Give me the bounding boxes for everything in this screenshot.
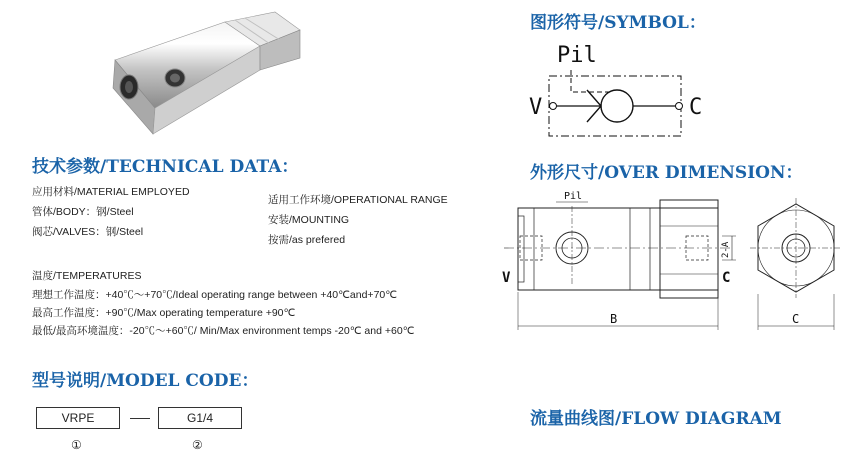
symbol-heading: 图形符号/SYMBOL：: [530, 13, 706, 33]
tech-temp-max: 最高工作温度：+90℃/Max operating temperature +90℃: [32, 307, 296, 319]
valve-product-photo: [95, 8, 315, 143]
symbol-v-label: V: [529, 95, 543, 120]
tech-mounting-line: 安装/MOUNTING: [268, 214, 350, 226]
tech-asprefered-line: 按需/as prefered: [268, 234, 346, 246]
symbol-c-label: C: [689, 95, 703, 120]
tech-valves-line: 阀芯/VALVES：钢/Steel: [32, 226, 144, 238]
tech-body-line: 管体/BODY：钢/Steel: [32, 206, 134, 218]
model-heading: 型号说明/MODEL CODE：: [32, 371, 259, 391]
dim-2a-label: 2-A: [721, 241, 731, 258]
technical-heading: 技术参数/TECHNICAL DATA：: [32, 157, 299, 177]
dimension-drawing: [500, 186, 850, 336]
symbol-pil-label: Pil: [557, 43, 597, 68]
tech-temp-title: 温度/TEMPERATURES: [32, 270, 142, 282]
dim-v-label: V: [502, 270, 511, 286]
model-code-number-2: ②: [192, 438, 203, 452]
tech-temp-minmax: 最低/最高环境温度：-20℃～+60℃/ Min/Max environment temps -20℃ and +60℃: [32, 325, 415, 337]
tech-range-line: 适用工作环境/OPERATIONAL RANGE: [268, 194, 448, 206]
model-code-port-size: G1/4: [158, 407, 242, 429]
dim-pil-label: Pil: [564, 191, 583, 202]
dim-c-width-label: C: [792, 312, 800, 326]
model-code-series: VRPE: [36, 407, 120, 429]
tech-temp-ideal: 理想工作温度：+40℃～+70℃/Ideal operating range between +40℃and+70℃: [32, 289, 398, 301]
dim-b-label: B: [610, 312, 618, 326]
dimension-heading: 外形尺寸/OVER DIMENSION：: [530, 163, 803, 183]
model-code-number-1: ①: [71, 438, 82, 452]
hydraulic-symbol-diagram: [525, 32, 715, 142]
flow-heading: 流量曲线图/FLOW DIAGRAM: [530, 409, 782, 429]
dim-c-label: C: [722, 270, 731, 286]
model-code-separator: [130, 418, 150, 419]
tech-material-line: 应用材料/MATERIAL EMPLOYED: [32, 186, 190, 198]
